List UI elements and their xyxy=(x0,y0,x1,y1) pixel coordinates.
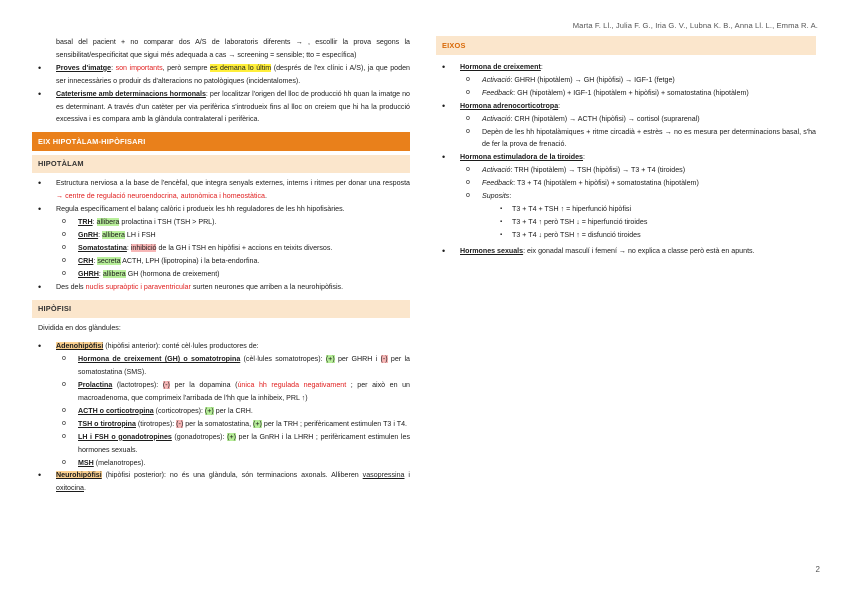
minus-sign: (-) xyxy=(380,355,388,364)
sublist-item-gh: o Hormona de creixement (GH) o somatotropina (cèl·lules somatotropes): (+) per GHRH i (-) per la somatostatina (SMS). xyxy=(32,353,410,379)
acth-sublist xyxy=(436,113,816,152)
term-label: Adenohipòfisi xyxy=(56,342,104,351)
continued-paragraph: basal del pacient + no comparar dos A/S de laboratoris diferents → , escollir la prova segons la sensibilitat/especificitat que sigui més adequada a cas → screening = sensible; tto = específica) xyxy=(56,38,410,59)
sublist-item-activacio: o Activació: TRH (hipotàlem) → TSH (hipòfisi) → T3 + T4 (tiroides) xyxy=(436,164,816,177)
eixos-list xyxy=(436,61,816,258)
left-column xyxy=(32,36,410,495)
case-item: ▪ T3 + T4 + TSH ↑ = hiperfunció hipòfisi xyxy=(436,203,816,216)
term-label: Proves d'imatge xyxy=(56,63,112,72)
plus-sign: (+) xyxy=(325,355,335,364)
sublist-item-activacio: o Activació: GHRH (hipotàlem) → GH (hipòfisi) → IGF-1 (fetge) xyxy=(436,74,816,87)
list-item-acth-axis: • Hormona adrenocorticotropa: o Activació: CRH (hipotàlem) → ACTH (hipòfisi) → cortisol (suprarenal) o Depèn de les hh hipotalàmiques + ritme circadià + estrès → no es mesura per determinacions basal, s'ha de fer la prova de frenació. xyxy=(436,100,816,152)
sublist-item-feedback: o Feedback: T3 + T4 (hipotàlem + hipòfisi) + somatostatina (hipotàlem) xyxy=(436,177,816,190)
case-item: ▪ T3 + T4 ↑ però TSH ↓ = hiperfunció tiroides xyxy=(436,216,816,229)
suposits-sublist xyxy=(436,203,816,242)
sublist-item-tsh: o TSH o tirotropina (tirotropes): (-) per la somatostatina, (+) per la TRH ; perifèricament estimulen T3 i T4. xyxy=(32,418,410,431)
plus-sign: (+) xyxy=(204,406,214,415)
hipofisi-list xyxy=(32,340,410,495)
section-title-eixos: EIXOS xyxy=(436,36,816,55)
sublist-item-suposits: o Suposits: ▪ T3 + T4 + TSH ↑ = hiperfunció hipòfisi ▪ T3 + T4 ↑ però TSH ↓ = hiperfunció tiroides ▪ T3 + T4 ↓ però TSH ↑ = disfunció tiroides xyxy=(436,190,816,242)
green-highlight: allibera xyxy=(102,269,126,278)
list-item-estructura: • Estructura nerviosa a la base de l'encèfal, que integra senyals externes, interns i ritmes per donar una resposta → centre de regulació neuroendocrina, autonòmica i homeostàtica. xyxy=(32,177,410,203)
sublist-item-gnrh: o GnRH: allibera LH i FSH xyxy=(32,229,410,242)
page-number: 2 xyxy=(815,565,820,574)
term-label: Cateterisme amb determinacions hormonals xyxy=(56,89,206,98)
list-item-neurohipofisi: • Neurohipòfisi (hipòfisi posterior): no és una glàndula, són terminacions axonals. Alliberen vasopressina i oxitocina. xyxy=(32,469,410,495)
list-item-proves-imatge: • Proves d'imatge: son importants, però sempre es demana lo últim (després de l'ex clínic i A/S), ja que poden ser innecessàries o produir ds d'alteracions no patològiques (incidentalomes). xyxy=(32,62,410,88)
sublist-item-msh: o MSH (melanotropes). xyxy=(32,457,410,470)
pink-highlight: inhibició xyxy=(130,243,157,252)
plus-sign: (+) xyxy=(227,432,236,441)
list-item-regula: • Regula específicament el balanç calòric i produeix les hh reguladores de les hh hipofisàries. o TRH: allibera prolactina i TSH (TSH > PRL). o GnRH: allibera LH i FSH o Somatostatina: inhibició de la GH i TSH en hipòfisi + accions en teixits diversos. o CRH: secreta ACTH, LPH (lipotropina) i la beta-endorfina. o GHRH: allibera GH (hormona de creixement) xyxy=(32,203,410,280)
subsection-title-hipotalam: HIPOTÀLAM xyxy=(32,155,410,173)
sublist-item-somatostatina: o Somatostatina: inhibició de la GH i TSH en hipòfisi + accions en teixits diversos. xyxy=(32,242,410,255)
hormone-sublist xyxy=(32,216,410,281)
list-item-gh-axis: • Hormona de creixement: o Activació: GHRH (hipotàlem) → GH (hipòfisi) → IGF-1 (fetge) o Feedback: GH (hipotàlem) + IGF-1 (hipotàlem + hipòfisi) + somatostatina (hipotàlem) xyxy=(436,61,816,100)
list-item-sex-axis: • Hormones sexuals: eix gonadal masculí i femení → no explica a classe però està en apunts. xyxy=(436,245,816,258)
right-column xyxy=(436,36,816,258)
red-emphasis: son importants xyxy=(115,63,163,72)
sublist-item-lh-fsh: o LH i FSH o gonadotropines (gonadotropes): (+) per la GnRH i la LHRH ; perifèricament estimulen les hormones sexuals. xyxy=(32,431,410,457)
minus-sign: (-) xyxy=(176,419,184,428)
sublist-item-ghrh: o GHRH: allibera GH (hormona de creixement) xyxy=(32,268,410,281)
list-item-cateterisme: • Cateterisme amb determinacions hormonals: per localitzar l'origen del lloc de producció hh quan la imatge no es determinant. A través d'un catèter per via perifèrica s'introdueix fins al lloc on creiem que hi ha la producció excessiva i es compara amb la glàndula contralateral i perifèrica. xyxy=(32,88,410,127)
section-title-eix: EIX HIPOTÀLAM-HIPÒFISARI xyxy=(32,132,410,151)
case-item: ▪ T3 + T4 ↓ però TSH ↑ = disfunció tiroides xyxy=(436,229,816,242)
red-emphasis: nuclis supraòptic i paraventricular xyxy=(85,282,191,291)
diagnostic-list xyxy=(32,62,410,127)
yellow-highlight: es demana lo últim xyxy=(210,63,272,72)
sublist-item-crh: o CRH: secreta ACTH, LPH (lipotropina) i la beta-endorfina. xyxy=(32,255,410,268)
list-item-nuclis: • Des dels nuclis supraòptic i paraventricular surten neurones que arriben a la neurohipòfisis. xyxy=(32,281,410,294)
page-header-authors: Marta F. Ll., Julia F. G., Iria G. V., Lubna K. B., Anna Ll. L., Emma R. A. xyxy=(572,21,818,30)
sublist-item-acth: o ACTH o corticotropina (corticotropes): (+) per la CRH. xyxy=(32,405,410,418)
list-item-adenohipofisi: • Adenohipòfisi (hipòfisi anterior): conté cèl·lules productores de: o Hormona de creixement (GH) o somatotropina (cèl·lules somatotropes): (+) per GHRH i (-) per la somatostatina (SMS). o Prolactina (lactotropes): (-) per la dopamina (única hh regulada negativament ; per això en un macroadenoma, que comprimeix l'arribada de l'hh que la inhibeix, PRL ↑) o ACTH o corticotropina (corticotropes): (+) per la CRH. o TSH o tirotropina (tirotropes): (-) per la somatostatina, (+) per la TRH ; perifèricament estimulen T3 i T4. o LH i FSH o gonadotropines (gonadotropes): (+) per la GnRH i la LHRH ; perifèricament estimulen les hormones sexuals. o MSH (melanotropes). xyxy=(32,340,410,469)
sublist-item-feedback: o Feedback: GH (hipotàlem) + IGF-1 (hipotàlem + hipòfisi) + somatostatina (hipotàlem) xyxy=(436,87,816,100)
sublist-item-trh: o TRH: allibera prolactina i TSH (TSH > PRL). xyxy=(32,216,410,229)
green-highlight: allibera xyxy=(96,218,120,227)
red-emphasis: → centre de regulació neuroendocrina, autonòmica i homeostàtica xyxy=(56,192,265,201)
green-highlight: allibera xyxy=(102,230,125,239)
red-emphasis: única hh regulada negativament xyxy=(237,381,347,390)
minus-sign: (-) xyxy=(162,381,170,390)
plus-sign: (+) xyxy=(253,419,262,428)
subsection-title-hipofisi: HIPÒFISI xyxy=(32,300,410,318)
list-item-tsh-axis: • Hormona estimuladora de la tiroides: o Activació: TRH (hipotàlem) → TSH (hipòfisi) → T3 + T4 (tiroides) o Feedback: T3 + T4 (hipotàlem + hipòfisi) + somatostatina (hipotàlem) o Suposits: ▪ T3 + T4 + TSH ↑ = hiperfunció hipòfisi ▪ T3 + T4 ↑ però TSH ↓ = hiperfunció tiroides ▪ T3 + T4 ↓ però TSH ↑ = disfunció tiroides xyxy=(436,151,816,241)
gh-sublist xyxy=(436,74,816,100)
adeno-sublist xyxy=(32,353,410,469)
green-highlight: secreta xyxy=(97,256,121,265)
term-label: Neurohipòfisi xyxy=(56,471,102,480)
hipotalam-list xyxy=(32,177,410,293)
sublist-item-prolactina: o Prolactina (lactotropes): (-) per la dopamina (única hh regulada negativament ; per això en un macroadenoma, que comprimeix l'arribada de l'hh que la inhibeix, PRL ↑) xyxy=(32,379,410,405)
hipofisi-intro: Dividida en dos glàndules: xyxy=(38,323,121,332)
tsh-sublist xyxy=(436,164,816,241)
sublist-item-activacio: o Activació: CRH (hipotàlem) → ACTH (hipòfisi) → cortisol (suprarenal) xyxy=(436,113,816,126)
sublist-item-depen: o Depèn de les hh hipotalàmiques + ritme circadià + estrès → no es mesura per determinacions basal, s'ha de fer la prova de frenació. xyxy=(436,126,816,152)
